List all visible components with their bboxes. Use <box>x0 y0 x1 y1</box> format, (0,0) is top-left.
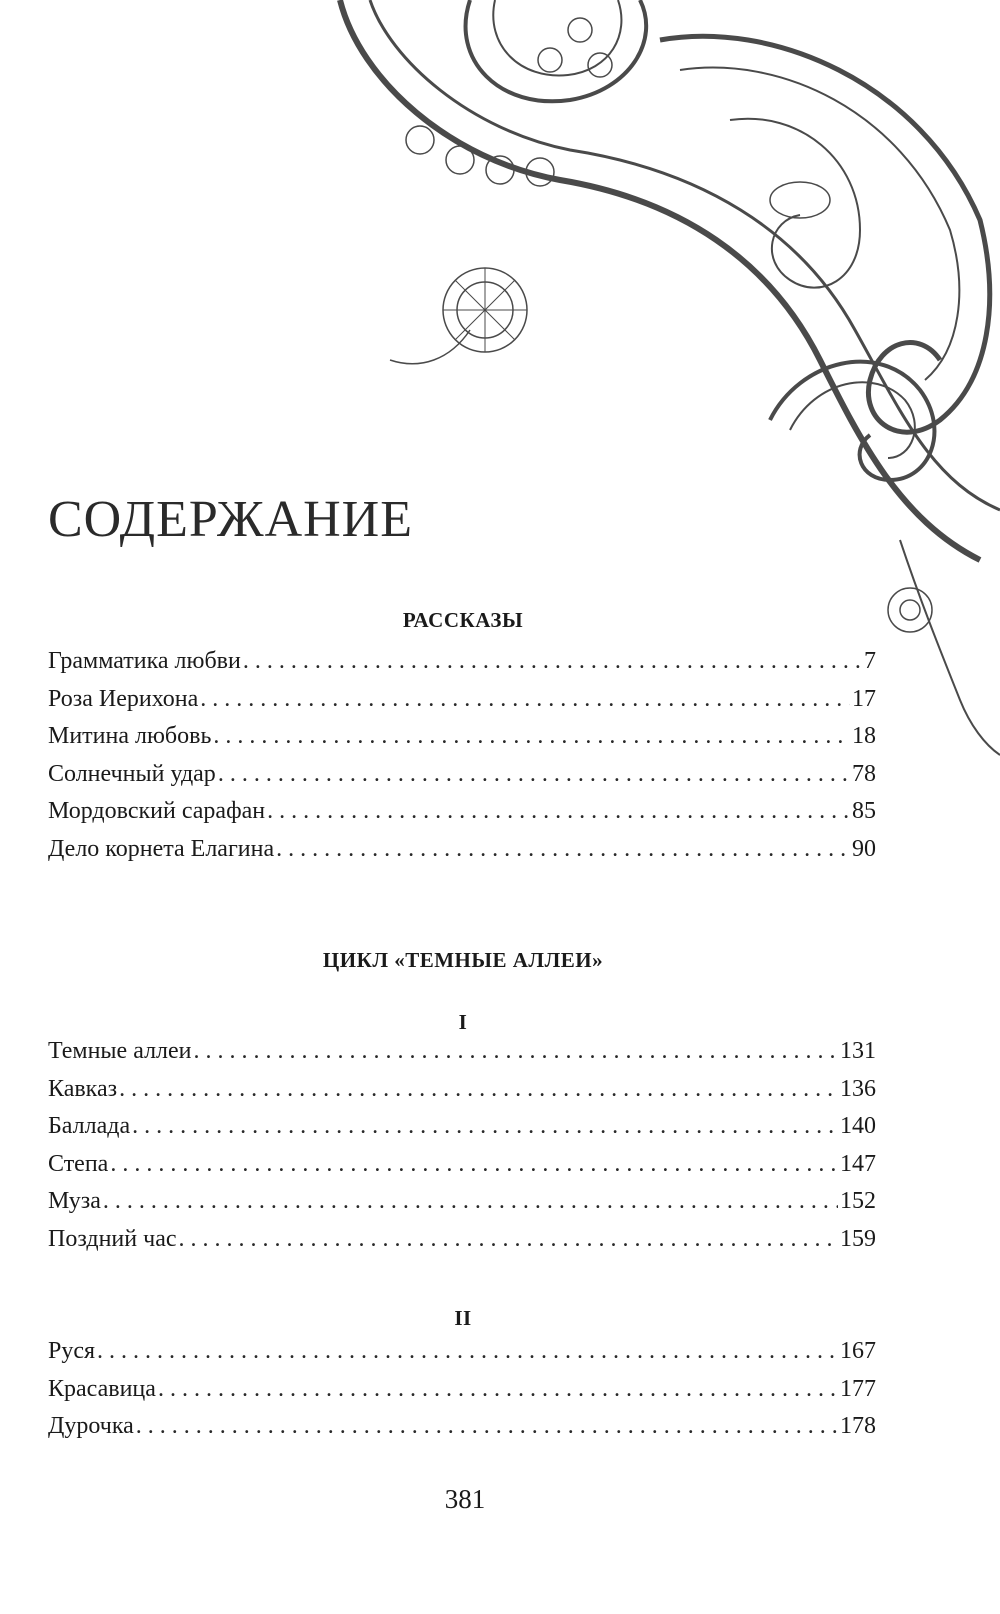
toc-entry[interactable] <box>48 798 876 836</box>
toc-entry-page: 177 <box>840 1375 876 1402</box>
toc-entry[interactable] <box>48 1376 876 1414</box>
toc-entry-page: 90 <box>852 835 876 862</box>
toc-entry[interactable] <box>48 836 876 874</box>
toc-entry-page: 17 <box>852 685 876 712</box>
toc-entry[interactable] <box>48 1226 876 1264</box>
toc-entry[interactable] <box>48 1038 876 1076</box>
toc-entry-page: 159 <box>840 1225 876 1252</box>
toc-dot-leader <box>213 723 850 750</box>
toc-entry[interactable] <box>48 648 876 686</box>
page-title: СОДЕРЖАНИЕ <box>48 491 413 548</box>
toc-entry[interactable] <box>48 761 876 799</box>
toc-entry-title: Мордовский сарафан <box>48 798 266 825</box>
toc-entry-title: Дело корнета Елагина <box>48 835 275 862</box>
toc-list-part-one <box>48 1038 876 1264</box>
section-heading-cycle: ЦИКЛ «ТЕМНЫЕ АЛЛЕИ» <box>322 948 604 972</box>
toc-entry[interactable] <box>48 686 876 724</box>
toc-entry-title: Степа <box>48 1150 109 1177</box>
toc-dot-leader <box>179 1226 839 1253</box>
toc-entry[interactable] <box>48 1188 876 1226</box>
toc-entry-page: 131 <box>840 1038 876 1064</box>
toc-entry-page: 7 <box>864 648 876 674</box>
toc-entry-page: 147 <box>840 1150 876 1177</box>
toc-dot-leader <box>276 836 850 863</box>
toc-entry[interactable] <box>48 1113 876 1151</box>
toc-entry-title: Кавказ <box>48 1075 118 1102</box>
toc-dot-leader <box>243 648 862 675</box>
toc-entry[interactable] <box>48 1076 876 1114</box>
toc-entry[interactable] <box>48 723 876 761</box>
toc-entry-title: Баллада <box>48 1113 131 1140</box>
toc-dot-leader <box>158 1376 838 1403</box>
toc-entry[interactable] <box>48 1413 876 1451</box>
toc-dot-leader <box>103 1188 838 1215</box>
toc-entry-title: Темные аллеи <box>48 1038 192 1064</box>
toc-dot-leader <box>119 1076 838 1103</box>
toc-dot-leader <box>97 1338 838 1365</box>
toc-dot-leader <box>132 1113 838 1140</box>
toc-list-part-two <box>48 1338 876 1451</box>
toc-entry-title: Митина любовь <box>48 723 212 750</box>
toc-entry-page: 136 <box>840 1075 876 1102</box>
toc-entry-page: 85 <box>852 798 876 825</box>
toc-entry[interactable] <box>48 1151 876 1189</box>
toc-entry-title: Поздний час <box>48 1225 177 1252</box>
toc-entry-page: 152 <box>840 1188 876 1215</box>
toc-entry-title: Дурочка <box>48 1413 134 1440</box>
page-number: 381 <box>444 1484 486 1514</box>
toc-entry-page: 178 <box>840 1413 876 1440</box>
section-heading-stories: РАССКАЗЫ <box>402 608 524 632</box>
toc-entry-page: 18 <box>852 723 876 750</box>
paisley-ornament-icon <box>300 0 1000 760</box>
toc-entry[interactable] <box>48 1338 876 1376</box>
toc-entry-title: Руся <box>48 1338 96 1364</box>
toc-entry-page: 167 <box>840 1338 876 1364</box>
toc-dot-leader <box>200 686 850 713</box>
toc-dot-leader <box>267 798 850 825</box>
toc-dot-leader <box>136 1413 838 1440</box>
toc-entry-title: Муза <box>48 1188 101 1215</box>
toc-dot-leader <box>218 761 850 788</box>
toc-entry-title: Роза Иерихона <box>48 685 199 712</box>
toc-list-stories <box>48 648 876 874</box>
toc-entry-title: Красавица <box>48 1375 156 1402</box>
toc-entry-title: Солнечный удар <box>48 760 216 787</box>
toc-entry-page: 140 <box>840 1113 876 1140</box>
toc-dot-leader <box>194 1038 838 1065</box>
part-heading-two: II <box>454 1306 472 1330</box>
part-heading-one: I <box>458 1010 468 1034</box>
toc-dot-leader <box>110 1151 838 1178</box>
toc-entry-title: Грамматика любви <box>48 648 241 674</box>
toc-entry-page: 78 <box>852 760 876 787</box>
